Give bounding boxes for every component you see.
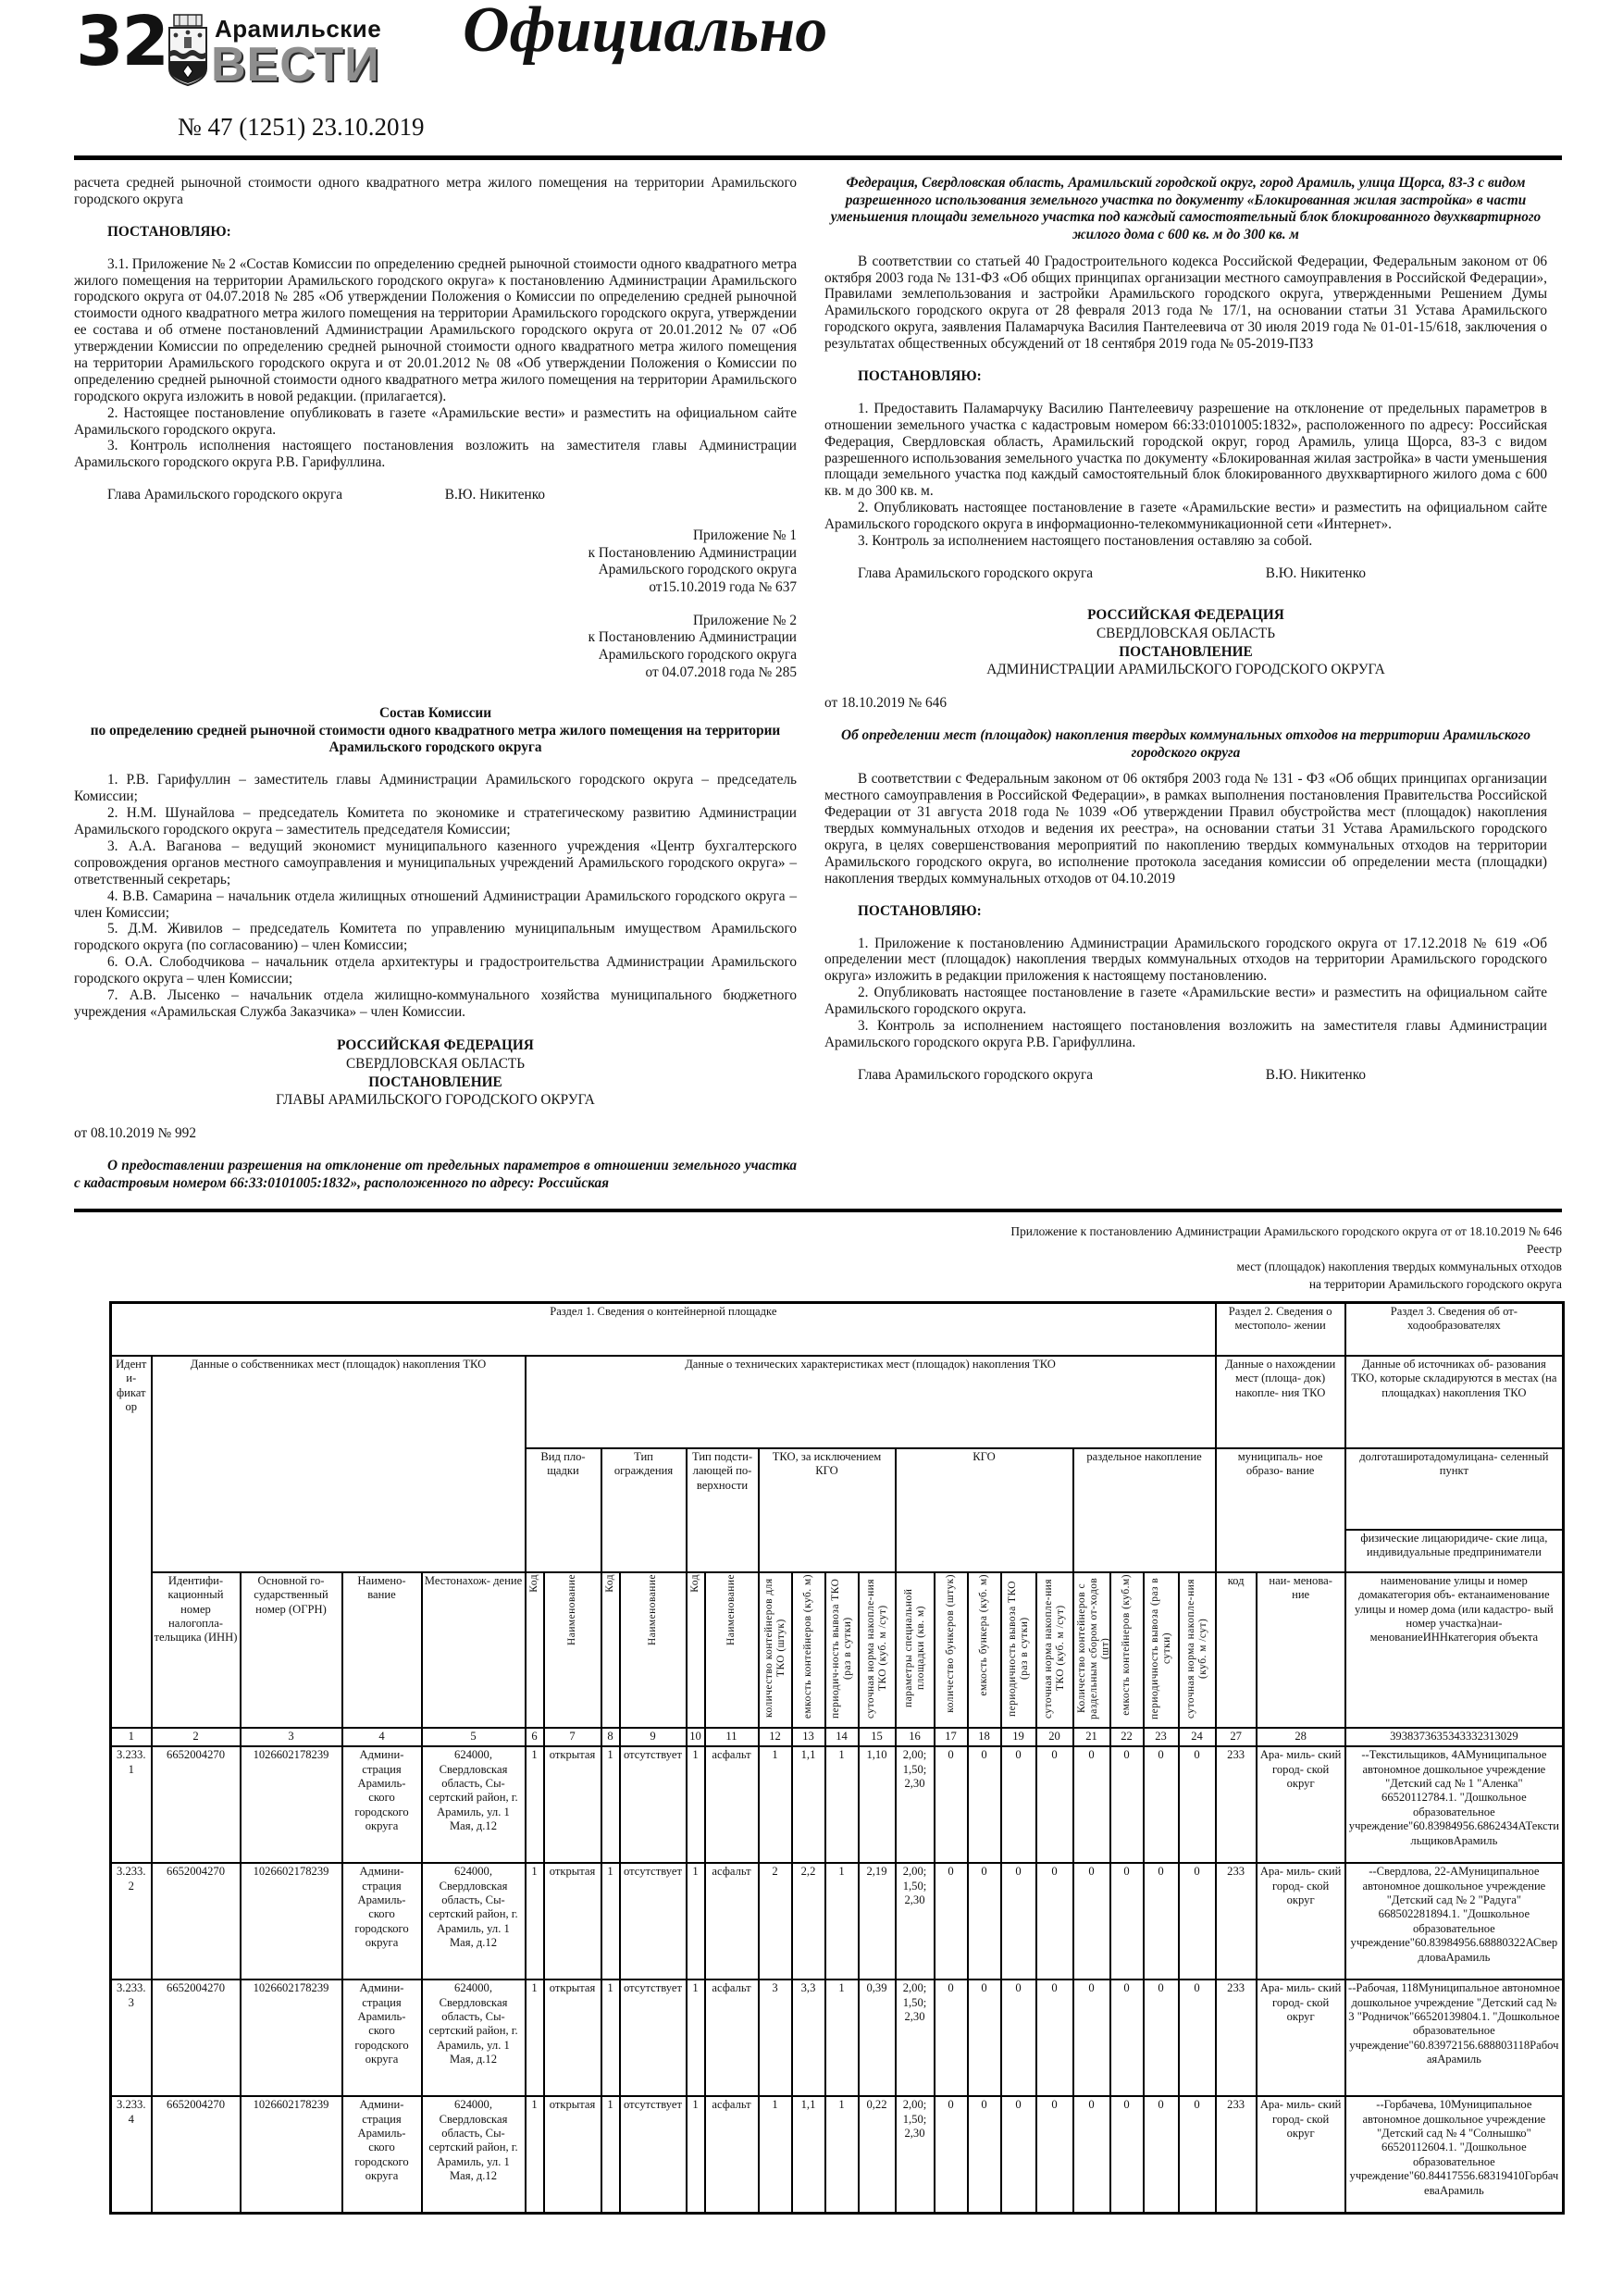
column-number: 11 — [705, 1728, 759, 1746]
doc1-signature-label: Глава Арамильского городского округа — [107, 487, 343, 503]
masthead-rule — [74, 155, 1562, 160]
table-cell: Админи- страция Арамиль- ского городского округа — [342, 2096, 422, 2213]
table-cell: 6652004270 — [152, 1746, 241, 1863]
table-cell: 0 — [968, 1863, 1001, 1980]
table-cell: 0 — [1036, 1980, 1073, 2096]
aramil-coat-of-arms-icon — [167, 13, 209, 92]
table-cell: 0 — [1110, 1746, 1144, 1863]
identifier-group-header: Иденти- фикатор — [111, 1356, 152, 1728]
table-cell: 0 — [1179, 1980, 1216, 2096]
right-column — [824, 175, 1547, 1192]
column-header: Код — [526, 1572, 544, 1728]
registry-tbody — [111, 1302, 1564, 2213]
appendix-ref-line: к Постановлению Администрации — [588, 544, 797, 561]
column-header: Количество контейнеров с раздельным сбором от-ходов (шт) — [1073, 1572, 1110, 1728]
table-cell: 6652004270 — [152, 1980, 241, 2096]
column-number: 3 — [241, 1728, 342, 1746]
table-cell: 1 — [825, 1746, 859, 1863]
table-cell: 1 — [687, 2096, 705, 2213]
table-cell: 0 — [1110, 2096, 1144, 2213]
table-cell: 0 — [1073, 1746, 1110, 1863]
masthead — [74, 0, 1562, 155]
doc3-item: 1. Приложение к постановлению Администрации Арамильского городского округа от 17.12.2018 № 619 «Об определении мест (площадок) накопления твердых коммунальных отходов на территории Арамильского городского округа» изложить в редакции приложения к настоящему постановлению. — [824, 935, 1547, 985]
section-divider-rule — [74, 1209, 1562, 1212]
column-header: Наимено- вание — [342, 1572, 422, 1728]
row-identifier: 3.233.3 — [111, 1980, 152, 2096]
doc2-subject-left: О предоставлении разрешения на отклонение от предельных параметров в отношении земельного участка с кадастровым номером 66:33:0101005:1832», расположенного по адресу: Российская — [74, 1158, 797, 1191]
doc1-signature — [74, 487, 797, 503]
column-header: наименование улицы и номер домакатегория объ- ектанаименование улицы и номер дома (или кадастро- вый номер участка)наи- менованиеИННкатегория объекта — [1345, 1572, 1564, 1728]
commission-member: 7. А.В. Лысенко – начальник отдела жилищно-коммунального хозяйства муниципального бюджетного учреждения «Арамильская Служба Заказчика» – член Комиссии. — [74, 987, 797, 1020]
municipal-header: муниципаль- ное образо- вание — [1216, 1448, 1345, 1572]
table-cell: 1 — [526, 1863, 544, 1980]
table-cell: Ара- миль- ский город- ской округ — [1257, 2096, 1345, 2213]
commission-member: 5. Д.М. Живилов – председатель Комитета по управлению муниципальным имуществом Арамильского городского округа (по согласованию) – член Комиссии; — [74, 921, 797, 954]
table-cell: 1 — [526, 1980, 544, 2096]
table-cell: 0 — [1179, 1863, 1216, 1980]
appendix-ref-line: Арамильского городского округа — [598, 562, 797, 578]
table-cell: 0 — [1179, 1746, 1216, 1863]
appendix-ref-2 — [74, 613, 797, 682]
column-header: периодичность вывоза ТКО (раз в сутки) — [1001, 1572, 1036, 1728]
table-cell: Ара- миль- ский город- ской округ — [1257, 1863, 1345, 1980]
table-cell: Админи- страция Арамиль- ского городского округа — [342, 1746, 422, 1863]
table-cell: 1 — [526, 2096, 544, 2213]
table-cell: 0 — [1144, 2096, 1179, 2213]
table-cell: отсутствует — [620, 1863, 687, 1980]
doc2-subject-right: Федерация, Свердловская область, Арамильский городской округ, город Арамиль, улица Щорса, 83-3 с видом разрешенного использования земельного участка по документу «Блокированная жилая застройка» в части уменьшения площади земельного участка под каждый самостоятельный блок блокированного двухквартирного жилого дома с 600 кв. м до 300 кв. м — [830, 175, 1542, 242]
column-header: Наименование — [705, 1572, 759, 1728]
column-header: емкость бункера (куб. м) — [968, 1572, 1001, 1728]
table-cell: 0 — [1001, 1863, 1036, 1980]
column-number: 22 — [1110, 1728, 1144, 1746]
column-header: емкость контейнеров (куб.м) — [1110, 1572, 1144, 1728]
registry-title-line: мест (площадок) накопления твердых коммунальных отходов — [1236, 1260, 1562, 1274]
table-cell: 1 — [825, 1980, 859, 2096]
table-cell: отсутствует — [620, 1980, 687, 2096]
doc2-signature-name: В.Ю. Никитенко — [1265, 565, 1366, 581]
newspaper-brand-bottom: ВЕСТИ — [211, 38, 380, 92]
column-header: наи- менова- ние — [1257, 1572, 1345, 1728]
column-number: 17 — [935, 1728, 968, 1746]
table-cell: 0 — [1144, 1863, 1179, 1980]
table-cell: 233 — [1216, 2096, 1257, 2213]
table-cell: 0 — [1144, 1980, 1179, 2096]
table-cell: 1,1 — [792, 2096, 825, 2213]
column-number: 10 — [687, 1728, 705, 1746]
table-cell: 2,00; 1,50; 2,30 — [896, 1863, 935, 1980]
column-header: суточная норма накопле-ния ТКО (куб. м /сут) — [1036, 1572, 1073, 1728]
section1-header: Раздел 1. Сведения о контейнерной площадке — [111, 1302, 1216, 1356]
doc3-signature-label: Глава Арамильского городского округа — [858, 1066, 1094, 1083]
row-identifier: 3.233.2 — [111, 1863, 152, 1980]
column-header: количество бункеров (штук) — [935, 1572, 968, 1728]
column-header: Основной го- сударственный номер (ОГРН) — [241, 1572, 342, 1728]
column-header: Наименование — [544, 1572, 601, 1728]
doc1-paragraph: 3. Контроль исполнения настоящего постановления возложить на заместителя главы Администрации Арамильского городского округа Р.В. Гарифуллина. — [74, 438, 797, 471]
column-number: 8 — [601, 1728, 620, 1746]
table-cell: 0 — [935, 1746, 968, 1863]
table-cell: 2,00; 1,50; 2,30 — [896, 1746, 935, 1863]
column-number: 23 — [1144, 1728, 1179, 1746]
table-cell: 1 — [687, 1980, 705, 2096]
doc3-signature — [824, 1067, 1547, 1084]
gov-header-line: ПОСТАНОВЛЕНИЕ — [1119, 643, 1253, 660]
column-header: Код — [601, 1572, 620, 1728]
column-number: 9 — [620, 1728, 687, 1746]
table-cell: 1 — [687, 1863, 705, 1980]
column-number: 24 — [1179, 1728, 1216, 1746]
table-cell: 1 — [601, 1863, 620, 1980]
table-cell: Админи- страция Арамиль- ского городского округа — [342, 1980, 422, 2096]
commission-heading-line: Состав Комиссии — [378, 705, 492, 722]
table-cell: 0 — [1073, 1980, 1110, 2096]
issue-line: № 47 (1251) 23.10.2019 — [178, 113, 425, 141]
table-cell: 2,2 — [792, 1863, 825, 1980]
table-cell: 1,10 — [859, 1746, 896, 1863]
registry-title-line: на территории Арамильского городского округа — [1308, 1276, 1562, 1291]
table-cell: 624000, Свердловская область, Сы- сертский район, г. Арамиль, ул. 1 Мая, д.12 — [422, 2096, 526, 2213]
doc2-item: 2. Опубликовать настоящее постановление в газете «Арамильские вести» и разместить на официальном сайте Арамильского городского округа в информационно-телекоммуникационной сети «Интернет». — [824, 500, 1547, 533]
location-group-header: Данные о нахождении мест (площа- док) накопле- ния ТКО — [1216, 1356, 1345, 1448]
registry-title: Реестр — [1526, 1242, 1562, 1257]
appendix-ref-line: к Постановлению Администрации — [588, 629, 797, 646]
table-cell: 233 — [1216, 1863, 1257, 1980]
table-cell: 0 — [1179, 2096, 1216, 2213]
tech-subgroup-header: КГО — [896, 1448, 1073, 1572]
gov-header-line: СВЕРДЛОВСКАЯ ОБЛАСТЬ — [1096, 625, 1276, 641]
doc2-item: 1. Предоставить Паламарчуку Василию Пантелеевичу разрешение на отклонение от предельных параметров в отношении земельного участка с кадастровым номером 66:33:0101005:1832», расположенного по адресу: Российская Федерация, Свердловская область, Арамильский городской округ, город Арамиль, улица Щорса, 83-3 с видом разрешенного использования земельного участка по документу «Блокированная жилая застройка» в части уменьшения площади земельного участка под каждый самостоятельный блок блокированного двухквартирного жилого дома с 600 кв. м до 300 кв. м. — [824, 400, 1547, 500]
table-cell: 0 — [968, 1980, 1001, 2096]
tech-subgroup-header: Тип ограждения — [601, 1448, 687, 1572]
column-number: 13 — [792, 1728, 825, 1746]
table-cell: 1026602178239 — [241, 2096, 342, 2213]
table-cell: 2,00; 1,50; 2,30 — [896, 2096, 935, 2213]
column-number: 6 — [526, 1728, 544, 1746]
commission-heading — [74, 705, 797, 756]
row-identifier: 3.233.4 — [111, 2096, 152, 2213]
table-cell: 233 — [1216, 1980, 1257, 2096]
tech-subgroup-header: раздельное накопление — [1073, 1448, 1216, 1572]
table-cell: 1026602178239 — [241, 1746, 342, 1863]
table-cell: 1 — [601, 1980, 620, 2096]
tech-subgroup-header: Вид пло- щадки — [526, 1448, 601, 1572]
table-cell: 0 — [1001, 1980, 1036, 2096]
appendix-ref-line: от15.10.2019 года № 637 — [649, 579, 797, 596]
table-cell: 1 — [526, 1746, 544, 1863]
commission-member: 1. Р.В. Гарифуллин – заместитель главы Администрации Арамильского городского округа – председатель Комиссии; — [74, 772, 797, 805]
table-cell: 0 — [1001, 2096, 1036, 2213]
column-header: емкость контейнеров (куб. м) — [792, 1572, 825, 1728]
commission-member: 4. В.В. Самарина – начальник отдела жилищных отношений Администрации Арамильского городского округа – член Комиссии; — [74, 887, 797, 921]
tech-subgroup-header: Тип подсти- лающей по- верхности — [687, 1448, 759, 1572]
column-number: 5 — [422, 1728, 526, 1746]
owners-group-header: Данные о собственниках мест (площадок) накопления ТКО — [152, 1356, 526, 1572]
tech-subgroup-header: ТКО, за исключением КГО — [759, 1448, 896, 1572]
commission-member: 2. Н.М. Шунайлова – председатель Комитета по экономике и стратегическому развитию Администрации Арамильского городского округа – заместитель председателя Комиссии; — [74, 805, 797, 838]
table-cell: открытая — [544, 2096, 601, 2213]
doc3-item: 3. Контроль за исполнением настоящего постановления возложить на заместителя главы Администрации Арамильского городского округа Р.В. Гарифуллина. — [824, 1018, 1547, 1050]
doc3-gov-header — [824, 606, 1547, 680]
table-cell: 0 — [1144, 1746, 1179, 1863]
table-cell: 6652004270 — [152, 2096, 241, 2213]
doc2-preamble: В соответствии со статьей 40 Градостроительного кодекса Российской Федерации, Федеральным законом от 06 октября 2003 года № 131-ФЗ «Об общих принципах организации местного самоуправления в Российской Федерации», Правилами землепользования и застройки Арамильского городского округа, утвержденными Решением Думы Арамильского городского округа от 28 февраля 2013 года № 17/1, на основании статьи 31 Устава Арамильского городского округа, заявления Паламарчука Василия Пантелеевича от 30 июля 2019 года № 01-01-15/618, заключения о результатах общественных обсуждений от 18 сентября 2019 года № 05-2019-ПЗЗ — [824, 253, 1547, 353]
doc3-subject: Об определении мест (площадок) накопления твердых коммунальных отходов на территории Арамильского городского округа — [841, 727, 1530, 761]
table-cell: 3,3 — [792, 1980, 825, 2096]
table-cell: 0,39 — [859, 1980, 896, 2096]
doc3-signature-name: В.Ю. Никитенко — [1265, 1066, 1366, 1083]
tech-group-header: Данные о технических характеристиках мест (площадок) накопления ТКО — [526, 1356, 1216, 1448]
doc2-date-line: от 08.10.2019 № 992 — [74, 1125, 196, 1142]
table-cell: 0 — [1110, 1863, 1144, 1980]
table-cell: асфальт — [705, 1863, 759, 1980]
column-header: Идентифи- кационный номер налогопла- тельщика (ИНН) — [152, 1572, 241, 1728]
column-number: 16 — [896, 1728, 935, 1746]
column-number: 21 — [1073, 1728, 1110, 1746]
sources-group-header: Данные об источниках об- разования ТКО, которые складируются в местах (на площадках) накопления ТКО — [1345, 1356, 1564, 1448]
row-identifier: 3.233.1 — [111, 1746, 152, 1863]
column-header: Код — [687, 1572, 705, 1728]
table-cell: 1 — [825, 2096, 859, 2213]
table-cell: отсутствует — [620, 2096, 687, 2213]
column-header: код — [1216, 1572, 1257, 1728]
gov-header-line: ПОСТАНОВЛЕНИЕ — [368, 1074, 502, 1090]
section-title: Официально — [463, 0, 828, 66]
table-cell: 0,22 — [859, 2096, 896, 2213]
appendix-ref-line: Приложение № 1 — [693, 527, 797, 544]
table-cell: 0 — [1036, 1863, 1073, 1980]
gov-header-line: ГЛАВЫ АРАМИЛЬСКОГО ГОРОДСКОГО ОКРУГА — [276, 1092, 595, 1109]
doc2-signature — [824, 565, 1547, 582]
table-cell: 0 — [935, 1980, 968, 2096]
appendix-ref-line: от 04.07.2018 года № 285 — [645, 664, 797, 680]
column-number: 3938373635343332313029 — [1345, 1728, 1564, 1746]
column-header: периодичность вывоза (раз в сутки) — [1144, 1572, 1179, 1728]
table-cell: 1 — [759, 2096, 792, 2213]
column-number: 2 — [152, 1728, 241, 1746]
sources-subrow-header: физические лицаюридиче- ские лица, индивидуальные предприниматели — [1345, 1530, 1564, 1572]
table-cell: асфальт — [705, 2096, 759, 2213]
doc3-preamble: В соответствии с Федеральным законом от 06 октября 2003 года № 131 - ФЗ «Об общих принципах организации местного самоуправления в Российской Федерации», в рамках выполнения постановления Правительства Российской Федерации от 31 августа 2018 года № 1039 «Об утверждении Правил обустройства мест (площадок) накопления твердых коммунальных отходов и ведения их реестра», на основании статьи 31 Устава Арамильского городского округа, в целях совершенствования мероприятий по накоплению твердых коммунальных отходов на территории Арамильского городского округа, во исполнение протокола заседания комиссии об определении места (площадки) накопления твердых коммунальных отходов от 04.10.2019 — [824, 771, 1547, 887]
column-number: 19 — [1001, 1728, 1036, 1746]
table-cell: Ара- миль- ский город- ской округ — [1257, 1980, 1345, 2096]
table-cell: 0 — [935, 1863, 968, 1980]
table-cell: 1 — [687, 1746, 705, 1863]
articles — [74, 175, 1562, 1192]
table-cell: --Свердлова, 22-АМуниципальное автономное дошкольное учреждение "Детский сад № 2 "Радуга" 668502281894.1. "Дошкольное образовательное учреждение"60.83984956.68880322АСвердловаАрамиль — [1345, 1863, 1564, 1980]
table-cell: открытая — [544, 1863, 601, 1980]
table-cell: 233 — [1216, 1746, 1257, 1863]
table-cell: 0 — [1036, 1746, 1073, 1863]
table-cell: асфальт — [705, 1746, 759, 1863]
newspaper-brand-top: Арамильские — [215, 15, 382, 43]
column-number: 4 — [342, 1728, 422, 1746]
column-header: суточная норма накопле-ния (куб. м /сут) — [1179, 1572, 1216, 1728]
gov-header-line: АДМИНИСТРАЦИИ АРАМИЛЬСКОГО ГОРОДСКОГО ОКРУГА — [986, 662, 1385, 678]
registry-appendix-line: Приложение к постановлению Администрации Арамильского городского округа от от 18.10.2019 № 646 — [1010, 1224, 1562, 1239]
column-number: 27 — [1216, 1728, 1257, 1746]
doc2-signature-label: Глава Арамильского городского округа — [858, 565, 1094, 581]
registry-appendix-note — [74, 1223, 1562, 1293]
commission-member: 3. А.А. Ваганова – ведущий экономист муниципального казенного учреждения «Центр бухгалтерского сопровождения органов местного самоуправления и муниципальных учреждений Арамильского городского округа» – ответственный секретарь; — [74, 838, 797, 887]
table-cell: --Текстильщиков, 4АМуниципальное автономное дошкольное учреждение "Детский сад № 1 "Аленка" 66520112784.1. "Дошкольное образовательное учреждение"60.83984956.6862434АТекстильщиковАрамиль — [1345, 1746, 1564, 1863]
doc2-item: 3. Контроль за исполнением настоящего постановления оставляю за собой. — [858, 532, 1313, 549]
gov-header-line: РОССИЙСКАЯ ФЕДЕРАЦИЯ — [1087, 606, 1284, 623]
table-cell: 0 — [1001, 1746, 1036, 1863]
doc1-paragraph: 3.1. Приложение № 2 «Состав Комиссии по определению средней рыночной стоимости одного квадратного метра жилого помещения на территории Арамильского городского округа» к постановлению Администрации Арамильского городского округа от 04.07.2018 № 285 «Об утверждении Положения о Комиссии по определению средней рыночной стоимости одного квадратного метра жилого помещения на территории Арамильского городского округа, утверждении ее состава и об отмене постановлений Администрации Арамильского городского округа от 20.01.2012 № 07 «Об утверждении Комиссии по определению средней рыночной стоимости одного квадратного метра жилого помещения на территории Арамильского городского округа и от 20.01.2012 № 08 «Об утверждении Положения о Комиссии по определению средней рыночной стоимости одного квадратного метра жилого помещения на территории Арамильского городского округа изложить в новой редакции. (прилагается). — [74, 255, 797, 404]
section2-header: Раздел 2. Сведения о местополо- жении — [1216, 1302, 1345, 1356]
table-cell: 1 — [601, 1746, 620, 1863]
table-cell: 624000, Свердловская область, Сы- сертский район, г. Арамиль, ул. 1 Мая, д.12 — [422, 1863, 526, 1980]
column-number: 28 — [1257, 1728, 1345, 1746]
doc3-item: 2. Опубликовать настоящее постановление в газете «Арамильские вести» и разместить на официальном сайте Арамильского городского округа. — [824, 985, 1547, 1018]
gov-header-line: СВЕРДЛОВСКАЯ ОБЛАСТЬ — [345, 1055, 526, 1072]
commission-members — [74, 772, 797, 1020]
gov-header-line: РОССИЙСКАЯ ФЕДЕРАЦИЯ — [337, 1036, 534, 1053]
table-cell: 2,19 — [859, 1863, 896, 1980]
column-number: 12 — [759, 1728, 792, 1746]
doc3-resolve-heading: ПОСТАНОВЛЯЮ: — [858, 902, 982, 919]
column-number: 1 — [111, 1728, 152, 1746]
registry-table — [109, 1301, 1565, 2215]
column-number: 20 — [1036, 1728, 1073, 1746]
table-cell: 2 — [759, 1863, 792, 1980]
column-header: параметры специальной площадки (кв. м) — [896, 1572, 935, 1728]
commission-heading-line: по определению средней рыночной стоимости одного квадратного метра жилого помещения на территории Арамильского городского округа — [90, 722, 781, 756]
table-cell: Админи- страция Арамиль- ского городского округа — [342, 1863, 422, 1980]
appendix-ref-line: Приложение № 2 — [693, 612, 797, 628]
table-cell: --Горбачева, 10Муниципальное автономное дошкольное учреждение "Детский сад № 4 "Солнышко" 66520112604.1. "Дошкольное образовательное учреждение"60.84417556.68319410ГорбачеваАрамиль — [1345, 2096, 1564, 2213]
column-header: периодич-ность вывоза ТКО (раз в сутки) — [825, 1572, 859, 1728]
table-cell: 1026602178239 — [241, 1980, 342, 2096]
column-number: 18 — [968, 1728, 1001, 1746]
doc1-paragraph: 2. Настоящее постановление опубликовать в газете «Арамильские вести» и разместить на официальном сайте Арамильского городского округа. — [74, 404, 797, 438]
doc2-resolve-heading: ПОСТАНОВЛЯЮ: — [858, 367, 982, 384]
table-cell: 0 — [968, 1746, 1001, 1863]
table-cell: 1 — [759, 1746, 792, 1863]
column-number: 14 — [825, 1728, 859, 1746]
table-cell: 0 — [1110, 1980, 1144, 2096]
table-cell: асфальт — [705, 1980, 759, 2096]
column-header: количество контейнеров для ТКО (штук) — [759, 1572, 792, 1728]
table-cell: 1 — [601, 2096, 620, 2213]
table-cell: 624000, Свердловская область, Сы- сертский район, г. Арамиль, ул. 1 Мая, д.12 — [422, 1746, 526, 1863]
table-cell: 1,1 — [792, 1746, 825, 1863]
column-header: Местонахож- дение — [422, 1572, 526, 1728]
left-column — [74, 175, 797, 1192]
doc1-resolve-heading: ПОСТАНОВЛЯЮ: — [107, 223, 231, 240]
table-cell: 0 — [1073, 2096, 1110, 2213]
table-cell: 0 — [935, 2096, 968, 2213]
doc2-gov-header — [74, 1036, 797, 1111]
table-cell: --Рабочая, 118Муниципальное автономное дошкольное учреждение "Детский сад № 3 "Родничок"66520139804.1. "Дошкольное образовательное учреждение"60.83972156.688803118РабочаяАрамиль — [1345, 1980, 1564, 2096]
table-cell: открытая — [544, 1980, 601, 2096]
column-number: 7 — [544, 1728, 601, 1746]
appendix-ref-1 — [74, 527, 797, 597]
table-cell: отсутствует — [620, 1746, 687, 1863]
column-header: Наименование — [620, 1572, 687, 1728]
sources-subrow-header: долготаширотадомулицана- селенный пункт — [1345, 1448, 1564, 1530]
table-cell: Ара- миль- ский город- ской округ — [1257, 1746, 1345, 1863]
table-cell: 6652004270 — [152, 1863, 241, 1980]
page-number: 32 — [76, 2, 167, 81]
commission-member: 6. О.А. Слободчикова – начальник отдела архитектуры и градостроительства Администрации Арамильского городского округа – член Комиссии; — [74, 954, 797, 987]
table-cell: 0 — [968, 2096, 1001, 2213]
table-cell: 1026602178239 — [241, 1863, 342, 1980]
doc1-signature-name: В.Ю. Никитенко — [444, 487, 545, 503]
table-cell: 0 — [1073, 1863, 1110, 1980]
doc1-intro: расчета средней рыночной стоимости одного квадратного метра жилого помещения на территории Арамильского городского округа — [74, 175, 797, 207]
table-cell: 1 — [825, 1863, 859, 1980]
appendix-ref-line: Арамильского городского округа — [598, 647, 797, 664]
section3-header: Раздел 3. Сведения об от- ходообразователях — [1345, 1302, 1564, 1356]
table-cell: 2,00; 1,50; 2,30 — [896, 1980, 935, 2096]
table-cell: открытая — [544, 1746, 601, 1863]
column-number: 15 — [859, 1728, 896, 1746]
table-cell: 0 — [1036, 2096, 1073, 2213]
table-cell: 624000, Свердловская область, Сы- сертский район, г. Арамиль, ул. 1 Мая, д.12 — [422, 1980, 526, 2096]
column-header: суточная норма накопле-ния ТКО (куб. м /сут) — [859, 1572, 896, 1728]
doc3-date-line: от 18.10.2019 № 646 — [824, 695, 947, 712]
table-cell: 3 — [759, 1980, 792, 2096]
